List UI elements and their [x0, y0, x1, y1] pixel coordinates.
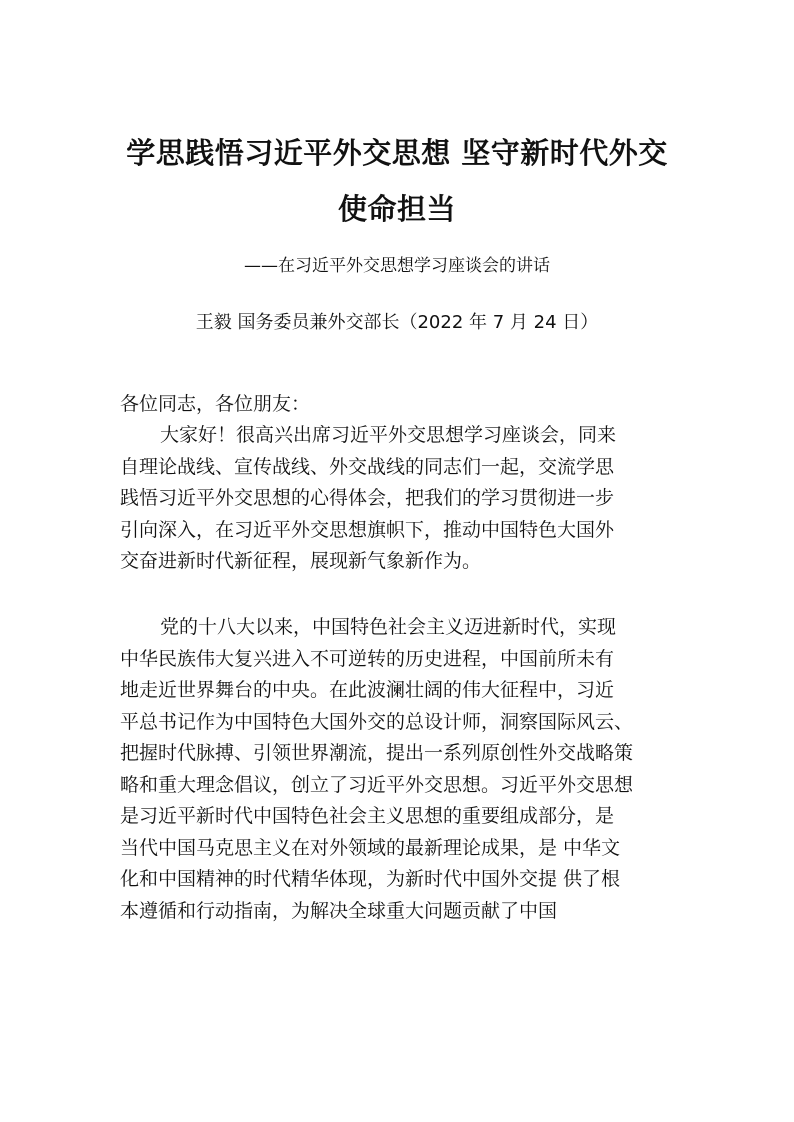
paragraph-line: 是习近平新时代中国特色社会主义思想的重要组成部分，是	[120, 805, 615, 827]
document-subtitle: ——在习近平外交思想学习座谈会的讲话	[244, 256, 550, 276]
paragraph-line: 自理论战线、宣传战线、外交战线的同志们一起，交流学思	[120, 455, 615, 478]
paragraph-line: 党的十八大以来，中国特色社会主义迈进新时代，实现	[160, 616, 617, 638]
document-title-line-1: 学思践悟习近平外交思想 坚守新时代外交	[126, 136, 668, 170]
paragraph-line: 大家好！很高兴出席习近平外交思想学习座谈会，同来	[160, 424, 617, 446]
paragraph-line: 化和中国精神的时代精华体现，为新时代中国外交提 供了根	[120, 868, 621, 890]
paragraph-line: 略和重大理念倡议，创立了习近平外交思想。习近平外交思想	[120, 773, 634, 796]
paragraph-1	[120, 420, 700, 578]
paragraph-line: 平总书记作为中国特色大国外交的总设计师，洞察国际风云、	[120, 710, 634, 733]
paragraph-line: 践悟习近平外交思想的心得体会，把我们的学习贯彻进一步	[120, 487, 615, 509]
paragraph-line: 把握时代脉搏、引领世界潮流，提出一系列原创性外交战略策	[120, 742, 634, 764]
paragraph-line: 中华民族伟大复兴进入不可逆转的历史进程，中国前所未有	[120, 647, 615, 670]
paragraph-line: 引向深入，在习近平外交思想旗帜下，推动中国特色大国外	[120, 518, 615, 541]
paragraph-line: 交奋进新时代新征程，展现新气象新作为。	[120, 550, 482, 572]
paragraph-line: 当代中国马克思主义在对外领域的最新理论成果，是 中华文	[120, 836, 621, 859]
paragraph-2	[120, 612, 700, 927]
greeting: 各位同志，各位朋友：	[120, 393, 311, 415]
paragraph-line: 本遵循和行动指南，为解决全球重大问题贡献了中国	[120, 899, 558, 922]
author-line: 王毅 国务委员兼外交部长（2022 年 7 月 24 日）	[195, 312, 599, 333]
document-title-line-2: 使命担当	[337, 192, 456, 226]
paragraph-line: 地走近世界舞台的中央。在此波澜壮阔的伟大征程中，习近	[120, 679, 615, 701]
